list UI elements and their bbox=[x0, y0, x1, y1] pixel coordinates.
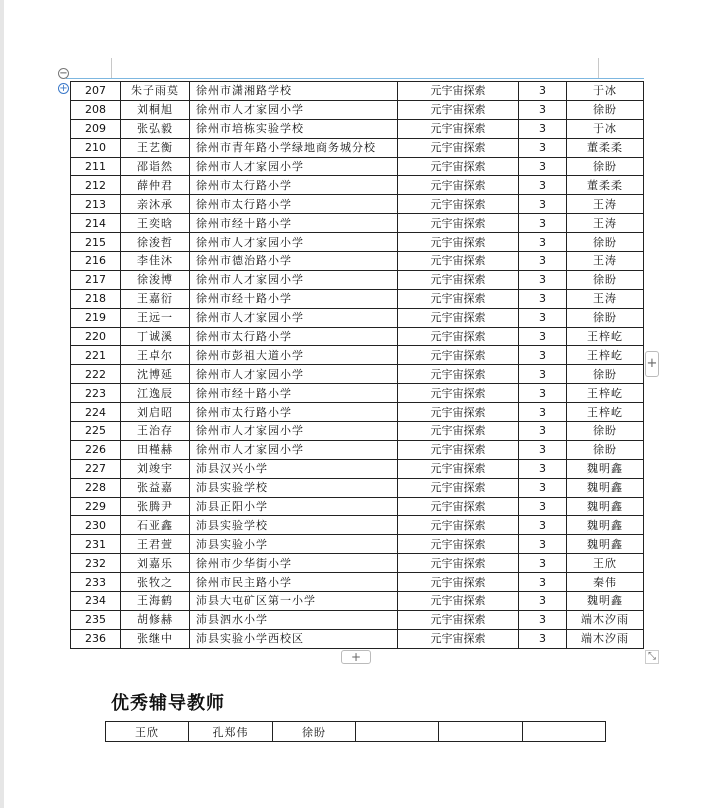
project-name: 元宇宙探索 bbox=[398, 308, 519, 327]
grade-value: 3 bbox=[519, 497, 567, 516]
student-name: 张益嘉 bbox=[121, 478, 190, 497]
project-name: 元宇宙探索 bbox=[398, 214, 519, 233]
table-row bbox=[71, 119, 644, 138]
grade-value: 3 bbox=[519, 308, 567, 327]
project-name: 元宇宙探索 bbox=[398, 384, 519, 403]
project-name: 元宇宙探索 bbox=[398, 346, 519, 365]
row-number: 231 bbox=[71, 535, 121, 554]
project-name: 元宇宙探索 bbox=[398, 573, 519, 592]
teacher-cell bbox=[523, 722, 606, 742]
grade-value: 3 bbox=[519, 403, 567, 422]
grade-value: 3 bbox=[519, 176, 567, 195]
student-name: 江逸辰 bbox=[121, 384, 190, 403]
row-number: 210 bbox=[71, 138, 121, 157]
teachers-table bbox=[105, 721, 606, 742]
teacher-name: 董柔柔 bbox=[567, 176, 644, 195]
student-name: 李佳沐 bbox=[121, 252, 190, 271]
student-name: 沈博延 bbox=[121, 365, 190, 384]
grade-value: 3 bbox=[519, 516, 567, 535]
teacher-name: 徐盼 bbox=[567, 365, 644, 384]
table-row bbox=[71, 214, 644, 233]
grade-value: 3 bbox=[519, 195, 567, 214]
grade-value: 3 bbox=[519, 629, 567, 648]
student-name: 王海鹤 bbox=[121, 592, 190, 611]
project-name: 元宇宙探索 bbox=[398, 233, 519, 252]
table-row bbox=[71, 195, 644, 214]
row-number: 217 bbox=[71, 270, 121, 289]
school-name: 徐州市青年路小学绿地商务城分校 bbox=[190, 138, 398, 157]
project-name: 元宇宙探索 bbox=[398, 100, 519, 119]
grade-value: 3 bbox=[519, 119, 567, 138]
school-name: 徐州市经十路小学 bbox=[190, 214, 398, 233]
table-resize-icon[interactable]: ⤡ bbox=[645, 650, 659, 664]
teacher-name: 徐盼 bbox=[567, 157, 644, 176]
table-row bbox=[71, 327, 644, 346]
project-name: 元宇宙探索 bbox=[398, 82, 519, 101]
school-name: 徐州市少华街小学 bbox=[190, 554, 398, 573]
school-name: 沛县实验小学 bbox=[190, 535, 398, 554]
project-name: 元宇宙探索 bbox=[398, 535, 519, 554]
project-name: 元宇宙探索 bbox=[398, 365, 519, 384]
grade-value: 3 bbox=[519, 592, 567, 611]
add-column-button[interactable]: + bbox=[645, 351, 659, 377]
grade-value: 3 bbox=[519, 346, 567, 365]
school-name: 沛县实验学校 bbox=[190, 478, 398, 497]
student-name: 朱子雨莫 bbox=[121, 82, 190, 101]
row-number: 235 bbox=[71, 610, 121, 629]
project-name: 元宇宙探索 bbox=[398, 592, 519, 611]
student-name: 王治存 bbox=[121, 422, 190, 441]
student-name: 王嘉衍 bbox=[121, 289, 190, 308]
grade-value: 3 bbox=[519, 478, 567, 497]
school-name: 徐州市太行路小学 bbox=[190, 403, 398, 422]
teacher-name: 王梓屹 bbox=[567, 346, 644, 365]
grade-value: 3 bbox=[519, 252, 567, 271]
row-number: 208 bbox=[71, 100, 121, 119]
teacher-name: 魏明鑫 bbox=[567, 592, 644, 611]
teacher-name: 于冰 bbox=[567, 119, 644, 138]
project-name: 元宇宙探索 bbox=[398, 554, 519, 573]
table-row bbox=[71, 365, 644, 384]
table-row bbox=[71, 346, 644, 365]
student-name: 王君萱 bbox=[121, 535, 190, 554]
project-name: 元宇宙探索 bbox=[398, 497, 519, 516]
row-number: 225 bbox=[71, 422, 121, 441]
teacher-name: 王涛 bbox=[567, 214, 644, 233]
row-number: 214 bbox=[71, 214, 121, 233]
student-name: 胡修赫 bbox=[121, 610, 190, 629]
table-row bbox=[71, 270, 644, 289]
student-name: 薛仲君 bbox=[121, 176, 190, 195]
row-number: 232 bbox=[71, 554, 121, 573]
student-name: 张弘毅 bbox=[121, 119, 190, 138]
grade-value: 3 bbox=[519, 82, 567, 101]
table-row bbox=[71, 233, 644, 252]
teacher-name: 王涛 bbox=[567, 195, 644, 214]
row-number: 213 bbox=[71, 195, 121, 214]
teachers-row bbox=[106, 722, 606, 742]
column-guide bbox=[111, 58, 112, 78]
student-name: 田槿赫 bbox=[121, 440, 190, 459]
project-name: 元宇宙探索 bbox=[398, 440, 519, 459]
teacher-name: 魏明鑫 bbox=[567, 535, 644, 554]
school-name: 徐州市人才家园小学 bbox=[190, 270, 398, 289]
row-number: 230 bbox=[71, 516, 121, 535]
teacher-name: 王欣 bbox=[567, 554, 644, 573]
school-name: 徐州市太行路小学 bbox=[190, 195, 398, 214]
teacher-name: 徐盼 bbox=[567, 422, 644, 441]
student-name: 王奕晗 bbox=[121, 214, 190, 233]
school-name: 沛县汉兴小学 bbox=[190, 459, 398, 478]
school-name: 沛县正阳小学 bbox=[190, 497, 398, 516]
school-name: 徐州市太行路小学 bbox=[190, 327, 398, 346]
project-name: 元宇宙探索 bbox=[398, 422, 519, 441]
row-number: 222 bbox=[71, 365, 121, 384]
table-row bbox=[71, 252, 644, 271]
student-name: 张牧之 bbox=[121, 573, 190, 592]
teacher-name: 秦伟 bbox=[567, 573, 644, 592]
school-name: 沛县大屯矿区第一小学 bbox=[190, 592, 398, 611]
row-number: 211 bbox=[71, 157, 121, 176]
student-name: 亲沐承 bbox=[121, 195, 190, 214]
teacher-name: 王梓屹 bbox=[567, 384, 644, 403]
table-row bbox=[71, 308, 644, 327]
teacher-name: 于冰 bbox=[567, 82, 644, 101]
teacher-name: 魏明鑫 bbox=[567, 516, 644, 535]
project-name: 元宇宙探索 bbox=[398, 459, 519, 478]
school-name: 徐州市民主路小学 bbox=[190, 573, 398, 592]
teacher-name: 魏明鑫 bbox=[567, 497, 644, 516]
school-name: 徐州市人才家园小学 bbox=[190, 157, 398, 176]
table-row bbox=[71, 554, 644, 573]
teacher-name: 徐盼 bbox=[567, 233, 644, 252]
row-number: 229 bbox=[71, 497, 121, 516]
student-name: 石亚鑫 bbox=[121, 516, 190, 535]
row-number: 216 bbox=[71, 252, 121, 271]
school-name: 徐州市人才家园小学 bbox=[190, 422, 398, 441]
row-number: 226 bbox=[71, 440, 121, 459]
grade-value: 3 bbox=[519, 422, 567, 441]
school-name: 徐州市潇湘路学校 bbox=[190, 82, 398, 101]
project-name: 元宇宙探索 bbox=[398, 119, 519, 138]
grade-value: 3 bbox=[519, 365, 567, 384]
teacher-name: 端木汐雨 bbox=[567, 610, 644, 629]
table-move-handle-icon[interactable]: + bbox=[59, 83, 68, 94]
school-name: 徐州市人才家园小学 bbox=[190, 308, 398, 327]
school-name: 徐州市经十路小学 bbox=[190, 384, 398, 403]
teacher-name: 徐盼 bbox=[567, 100, 644, 119]
grade-value: 3 bbox=[519, 233, 567, 252]
table-row bbox=[71, 573, 644, 592]
school-name: 徐州市彭祖大道小学 bbox=[190, 346, 398, 365]
table-row bbox=[71, 100, 644, 119]
school-name: 徐州市培栋实验学校 bbox=[190, 119, 398, 138]
student-name: 王卓尔 bbox=[121, 346, 190, 365]
school-name: 徐州市太行路小学 bbox=[190, 176, 398, 195]
section-heading: 优秀辅导教师 bbox=[111, 693, 225, 714]
table-row bbox=[71, 82, 644, 101]
student-name: 丁诚溪 bbox=[121, 327, 190, 346]
table-row bbox=[71, 138, 644, 157]
student-name: 徐浚博 bbox=[121, 270, 190, 289]
project-name: 元宇宙探索 bbox=[398, 138, 519, 157]
project-name: 元宇宙探索 bbox=[398, 157, 519, 176]
grade-value: 3 bbox=[519, 535, 567, 554]
student-name: 王艺衡 bbox=[121, 138, 190, 157]
teacher-name: 徐盼 bbox=[567, 270, 644, 289]
teacher-cell bbox=[439, 722, 523, 742]
project-name: 元宇宙探索 bbox=[398, 195, 519, 214]
project-name: 元宇宙探索 bbox=[398, 478, 519, 497]
row-number: 233 bbox=[71, 573, 121, 592]
row-number: 215 bbox=[71, 233, 121, 252]
teacher-name: 徐盼 bbox=[567, 440, 644, 459]
project-name: 元宇宙探索 bbox=[398, 516, 519, 535]
grade-value: 3 bbox=[519, 138, 567, 157]
row-number: 223 bbox=[71, 384, 121, 403]
add-row-button[interactable]: + bbox=[341, 650, 371, 664]
row-number: 227 bbox=[71, 459, 121, 478]
project-name: 元宇宙探索 bbox=[398, 176, 519, 195]
row-number: 220 bbox=[71, 327, 121, 346]
teacher-name: 魏明鑫 bbox=[567, 478, 644, 497]
table-row bbox=[71, 440, 644, 459]
project-name: 元宇宙探索 bbox=[398, 252, 519, 271]
student-name: 王远一 bbox=[121, 308, 190, 327]
school-name: 沛县泗水小学 bbox=[190, 610, 398, 629]
table-row bbox=[71, 610, 644, 629]
row-number: 228 bbox=[71, 478, 121, 497]
teacher-name: 王涛 bbox=[567, 252, 644, 271]
student-name: 刘启昭 bbox=[121, 403, 190, 422]
teacher-name: 王梓屹 bbox=[567, 403, 644, 422]
grade-value: 3 bbox=[519, 459, 567, 478]
teacher-name: 徐盼 bbox=[567, 308, 644, 327]
row-number: 207 bbox=[71, 82, 121, 101]
page-edge bbox=[0, 0, 4, 808]
student-name: 张腾尹 bbox=[121, 497, 190, 516]
school-name: 沛县实验学校 bbox=[190, 516, 398, 535]
teacher-name: 董柔柔 bbox=[567, 138, 644, 157]
project-name: 元宇宙探索 bbox=[398, 270, 519, 289]
project-name: 元宇宙探索 bbox=[398, 327, 519, 346]
table-row bbox=[71, 478, 644, 497]
grade-value: 3 bbox=[519, 384, 567, 403]
project-name: 元宇宙探索 bbox=[398, 629, 519, 648]
row-number: 234 bbox=[71, 592, 121, 611]
table-row bbox=[71, 629, 644, 648]
teacher-name: 端木汐雨 bbox=[567, 629, 644, 648]
student-name: 邵诣然 bbox=[121, 157, 190, 176]
school-name: 徐州市人才家园小学 bbox=[190, 100, 398, 119]
school-name: 徐州市人才家园小学 bbox=[190, 440, 398, 459]
student-name: 刘竣宇 bbox=[121, 459, 190, 478]
teacher-cell: 王欣 bbox=[106, 722, 189, 742]
teacher-name: 王梓屹 bbox=[567, 327, 644, 346]
teacher-name: 王涛 bbox=[567, 289, 644, 308]
student-name: 刘桐旭 bbox=[121, 100, 190, 119]
table-row bbox=[71, 403, 644, 422]
project-name: 元宇宙探索 bbox=[398, 610, 519, 629]
grade-value: 3 bbox=[519, 157, 567, 176]
grade-value: 3 bbox=[519, 440, 567, 459]
grade-value: 3 bbox=[519, 554, 567, 573]
grade-value: 3 bbox=[519, 327, 567, 346]
student-name: 刘嘉乐 bbox=[121, 554, 190, 573]
table-row bbox=[71, 384, 644, 403]
project-name: 元宇宙探索 bbox=[398, 289, 519, 308]
grade-value: 3 bbox=[519, 100, 567, 119]
row-number: 219 bbox=[71, 308, 121, 327]
table-row bbox=[71, 176, 644, 195]
table-row bbox=[71, 157, 644, 176]
school-name: 徐州市人才家园小学 bbox=[190, 233, 398, 252]
school-name: 徐州市经十路小学 bbox=[190, 289, 398, 308]
table-row bbox=[71, 516, 644, 535]
results-table bbox=[70, 81, 644, 649]
school-name: 徐州市人才家园小学 bbox=[190, 365, 398, 384]
teacher-cell: 孔郑伟 bbox=[189, 722, 273, 742]
table-row bbox=[71, 422, 644, 441]
row-number: 236 bbox=[71, 629, 121, 648]
row-number: 212 bbox=[71, 176, 121, 195]
table-top-guide bbox=[66, 78, 644, 79]
table-row bbox=[71, 535, 644, 554]
row-number: 218 bbox=[71, 289, 121, 308]
column-guide bbox=[598, 58, 599, 78]
student-name: 张继中 bbox=[121, 629, 190, 648]
school-name: 沛县实验小学西校区 bbox=[190, 629, 398, 648]
project-name: 元宇宙探索 bbox=[398, 403, 519, 422]
table-row bbox=[71, 459, 644, 478]
grade-value: 3 bbox=[519, 214, 567, 233]
teacher-name: 魏明鑫 bbox=[567, 459, 644, 478]
grade-value: 3 bbox=[519, 289, 567, 308]
row-number: 221 bbox=[71, 346, 121, 365]
table-row bbox=[71, 289, 644, 308]
table-row bbox=[71, 592, 644, 611]
grade-value: 3 bbox=[519, 610, 567, 629]
grade-value: 3 bbox=[519, 573, 567, 592]
table-row bbox=[71, 497, 644, 516]
collapse-icon[interactable]: − bbox=[59, 68, 68, 79]
teacher-cell bbox=[356, 722, 439, 742]
teacher-cell: 徐盼 bbox=[273, 722, 356, 742]
row-number: 209 bbox=[71, 119, 121, 138]
grade-value: 3 bbox=[519, 270, 567, 289]
student-name: 徐浚哲 bbox=[121, 233, 190, 252]
row-number: 224 bbox=[71, 403, 121, 422]
school-name: 徐州市德治路小学 bbox=[190, 252, 398, 271]
